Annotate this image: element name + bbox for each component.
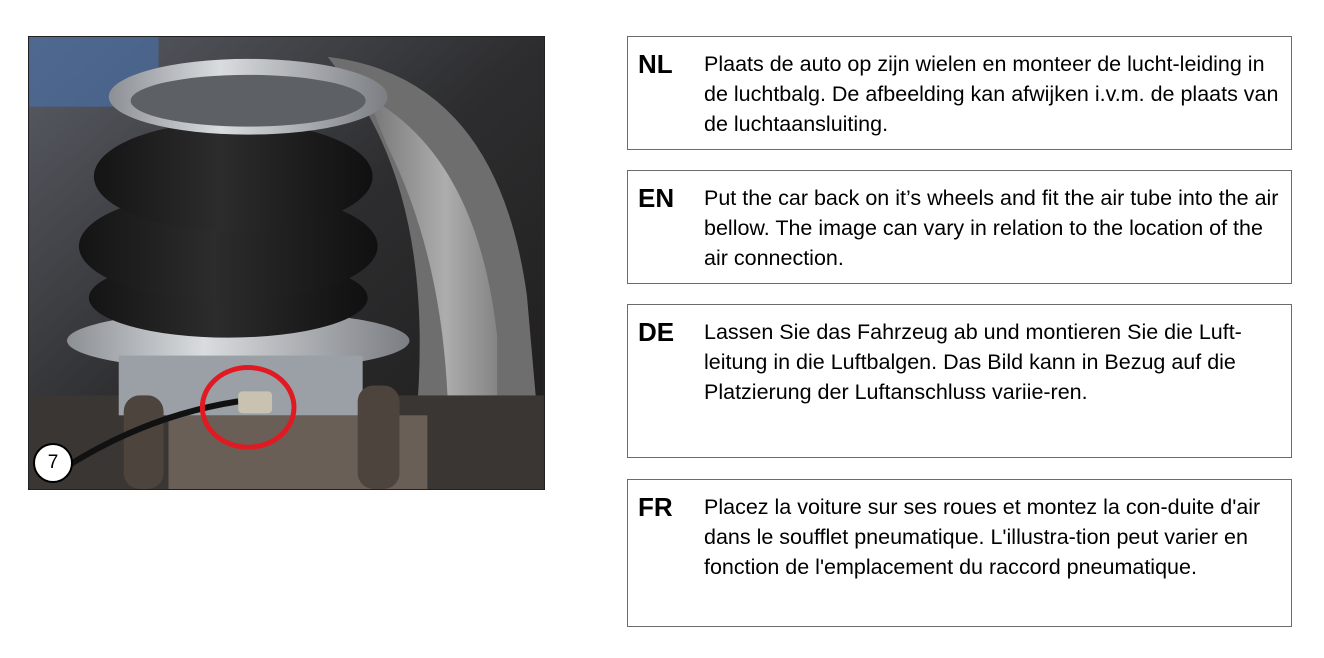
language-code: NL [638,49,673,79]
instruction-block-fr [627,479,1292,627]
instruction-block-en [627,170,1292,284]
step-number-badge: 7 [33,443,73,483]
instruction-block-de [627,304,1292,458]
instruction-text: Placez la voiture sur ses roues et montez la con-duite d'air dans le soufflet pneumatique. L'illustra-tion peut varier en fonction de l'emplacement du raccord pneumatique. [704,495,1261,579]
instruction-text: Lassen Sie das Fahrzeug ab und montieren Sie die Luft-leitung in die Luftbalgen. Das Bild kann in Bezug auf die Platzierung der Luftanschluss variie-ren. [704,320,1242,404]
language-code: DE [638,317,675,347]
language-code: FR [638,492,673,522]
instruction-block-nl [627,36,1292,150]
language-code: EN [638,183,675,213]
instruction-text: Put the car back on it’s wheels and fit the air tube into the air bellow. The image can vary in relation to the location of the air connection. [704,186,1279,270]
instruction-text: Plaats de auto op zijn wielen en monteer de lucht-leiding in de luchtbalg. De afbeelding kan afwijken i.v.m. de plaats van de luchtaansluiting. [704,52,1279,136]
air-bellow-photo [28,36,545,490]
air-bellow-illustration [29,37,544,489]
